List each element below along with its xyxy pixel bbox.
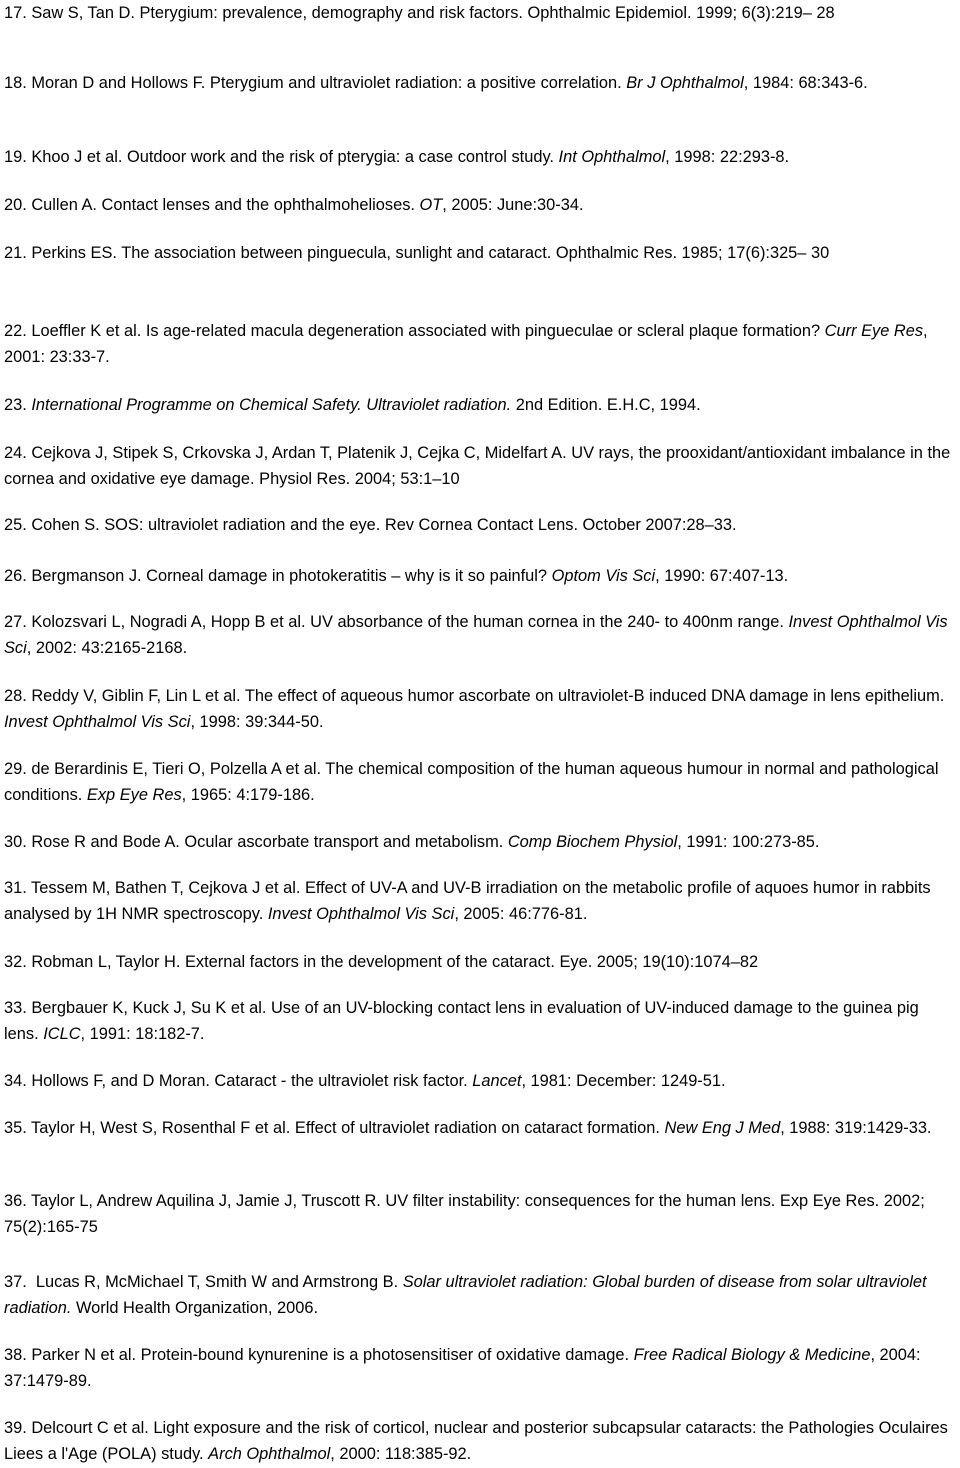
reference-journal-text: International Programme on Chemical Safety. Ultraviolet radiation.	[31, 396, 512, 414]
reference-text: 29. de Berardinis E, Tieri O, Polzella A et al. The chemical composition of the human aqueous humour in normal and pathological conditions.	[4, 760, 944, 804]
reference-item	[4, 318, 954, 370]
reference-journal-text: New Eng J Med	[664, 1119, 781, 1137]
reference-item	[4, 609, 954, 661]
reference-text: 17. Saw S, Tan D. Pterygium: prevalence, demography and risk factors. Ophthalmic Epidemiol. 1999; 6(3):219– 28	[4, 4, 835, 22]
reference-item	[4, 563, 954, 589]
reference-journal-text: Br J Ophthalmol	[626, 74, 744, 92]
reference-journal-text: Int Ophthalmol	[558, 148, 666, 166]
reference-item	[4, 1269, 954, 1321]
reference-item	[4, 1115, 954, 1141]
reference-item	[4, 875, 954, 927]
reference-text: 37. Lucas R, McMichael T, Smith W and Armstrong B.	[4, 1273, 403, 1291]
reference-text: 24. Cejkova J, Stipek S, Crkovska J, Ardan T, Platenik J, Cejka C, Midelfart A. UV rays, the prooxidant/antioxidant imbalance in the cornea and oxidative eye damage. Physiol Res. 2004; 53:1–10	[4, 444, 955, 488]
reference-item	[4, 1342, 954, 1394]
reference-text: , 1991: 100:273-85.	[677, 833, 820, 851]
reference-item	[4, 392, 954, 418]
reference-text: 23.	[4, 396, 32, 414]
reference-text: , 2001: 23:33-7.	[4, 322, 933, 366]
reference-journal-text: Invest Ophthalmol Vis Sci	[267, 905, 455, 923]
reference-journal-text: Invest Ophthalmol Vis Sci	[4, 713, 191, 731]
reference-journal-text: Optom Vis Sci	[551, 567, 656, 585]
reference-text: 21. Perkins ES. The association between pinguecula, sunlight and cataract. Ophthalmic Res. 1985; 17(6):325– 30	[4, 244, 830, 262]
reference-text: 39. Delcourt C et al. Light exposure and the risk of corticol, nuclear and posterior subcapsular cataracts: the Pathologies Oculaires Liees a l'Age (POLA) study.	[4, 1419, 953, 1463]
reference-text: 36. Taylor L, Andrew Aquilina J, Jamie J, Truscott R. UV filter instability: consequences for the human lens. Exp Eye Res. 2002; 75(2):165-75	[4, 1192, 930, 1236]
reference-text: 2nd Edition. E.H.C, 1994.	[511, 396, 701, 414]
reference-text: 25. Cohen S. SOS: ultraviolet radiation and the eye. Rev Cornea Contact Lens. October 2007:28–33.	[4, 516, 737, 534]
reference-journal-text: ICLC	[43, 1025, 81, 1043]
reference-journal-text: Solar ultraviolet radiation: Global burden of disease from solar ultraviolet radiation.	[4, 1273, 932, 1317]
reference-journal-text: Lancet	[472, 1072, 522, 1090]
reference-item	[4, 949, 954, 975]
reference-item	[4, 512, 954, 538]
reference-text: , 1991: 18:182-7.	[80, 1025, 205, 1043]
reference-item	[4, 756, 954, 808]
reference-text: 26. Bergmanson J. Corneal damage in photokeratitis – why is it so painful?	[4, 567, 552, 585]
reference-text: , 2004: 37:1479-89.	[4, 1346, 926, 1390]
reference-item	[4, 683, 954, 735]
reference-journal-text: Comp Biochem Physiol	[507, 833, 678, 851]
reference-text: 19. Khoo J et al. Outdoor work and the risk of pterygia: a case control study.	[4, 148, 559, 166]
reference-text: 18. Moran D and Hollows F. Pterygium and ultraviolet radiation: a positive correlation.	[4, 74, 627, 92]
reference-journal-text: Free Radical Biology & Medicine	[633, 1346, 871, 1364]
reference-text: , 1965: 4:179-186.	[181, 786, 315, 804]
reference-item	[4, 1415, 954, 1467]
reference-text: , 1984: 68:343-6.	[743, 74, 868, 92]
reference-text: 35. Taylor H, West S, Rosenthal F et al. Effect of ultraviolet radiation on cataract formation.	[4, 1119, 665, 1137]
reference-item	[4, 240, 954, 266]
reference-item	[4, 1188, 954, 1240]
reference-journal-text: OT	[419, 196, 443, 214]
reference-item	[4, 70, 954, 96]
reference-text: , 2005: June:30-34.	[442, 196, 584, 214]
reference-text: , 1998: 39:344-50.	[190, 713, 324, 731]
reference-text: 27. Kolozsvari L, Nogradi A, Hopp B et al. UV absorbance of the human cornea in the 240- to 400nm range.	[4, 613, 789, 631]
reference-text: 30. Rose R and Bode A. Ocular ascorbate transport and metabolism.	[4, 833, 508, 851]
reference-journal-text: Arch Ophthalmol	[208, 1445, 331, 1463]
reference-text: 32. Robman L, Taylor H. External factors in the development of the cataract. Eye. 2005; 19(10):1074–82	[4, 953, 759, 971]
reference-text: , 2000: 118:385-92.	[330, 1445, 472, 1463]
reference-item	[4, 0, 954, 26]
reference-journal-text: Curr Eye Res	[824, 322, 924, 340]
reference-text: World Health Organization, 2006.	[71, 1299, 319, 1317]
reference-journal-text: Exp Eye Res	[86, 786, 182, 804]
reference-journal-text: Invest Ophthalmol Vis Sci	[4, 613, 953, 657]
reference-item	[4, 440, 954, 492]
reference-item	[4, 995, 954, 1047]
reference-text: 33. Bergbauer K, Kuck J, Su K et al. Use of an UV-blocking contact lens in evaluation of UV-induced damage to the guinea pig lens.	[4, 999, 924, 1043]
reference-text: 34. Hollows F, and D Moran. Cataract - the ultraviolet risk factor.	[4, 1072, 473, 1090]
reference-text: 31. Tessem M, Bathen T, Cejkova J et al. Effect of UV-A and UV-B irradiation on the metabolic profile of aquoes humor in rabbits analysed by 1H NMR spectroscopy.	[4, 879, 936, 923]
reference-item	[4, 829, 954, 855]
reference-text: 20. Cullen A. Contact lenses and the ophthalmohelioses.	[4, 196, 420, 214]
reference-text: , 1998: 22:293-8.	[665, 148, 790, 166]
reference-text: 38. Parker N et al. Protein-bound kynurenine is a photosensitiser of oxidative damage.	[4, 1346, 634, 1364]
reference-text: , 2002: 43:2165-2168.	[26, 639, 188, 657]
reference-text: 28. Reddy V, Giblin F, Lin L et al. The effect of aqueous humor ascorbate on ultraviolet-B induced DNA damage in lens epithelium.	[4, 687, 949, 705]
reference-item	[4, 192, 954, 218]
reference-text: , 1990: 67:407-13.	[655, 567, 789, 585]
reference-item	[4, 144, 954, 170]
reference-text: , 1981: December: 1249-51.	[521, 1072, 726, 1090]
reference-text: , 1988: 319:1429-33.	[780, 1119, 932, 1137]
reference-item	[4, 1068, 954, 1094]
reference-text: 22. Loeffler K et al. Is age-related macula degeneration associated with pingueculae or scleral plaque formation?	[4, 322, 825, 340]
reference-text: , 2005: 46:776-81.	[454, 905, 588, 923]
